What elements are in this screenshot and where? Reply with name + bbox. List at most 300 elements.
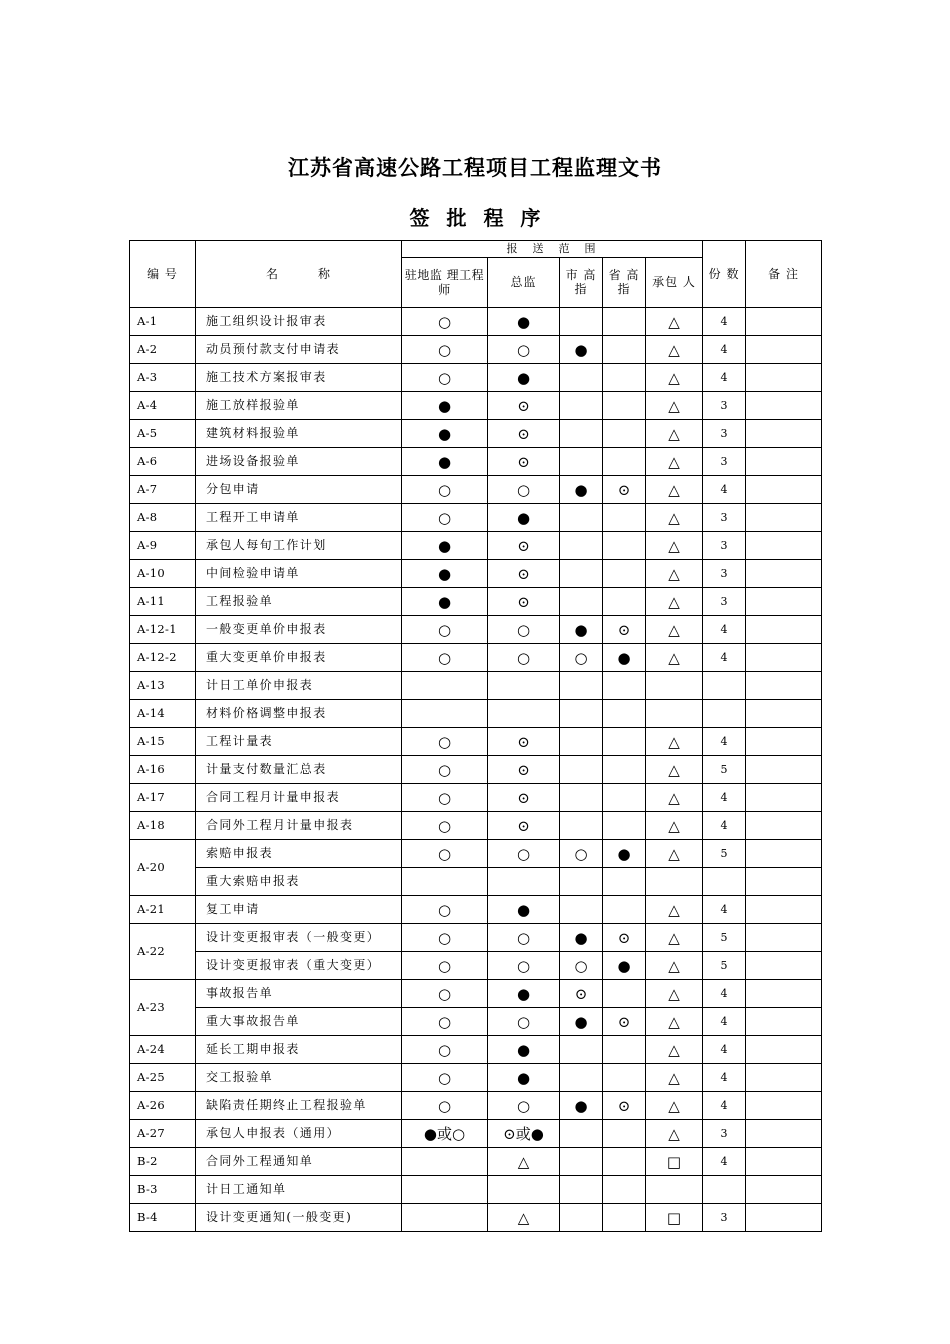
cell-code: A-25	[130, 1064, 196, 1092]
header-resident-engineer: 驻地监 理工程师	[402, 258, 488, 308]
header-scope: 报 送 范 围	[402, 241, 703, 258]
cell-contractor: △	[646, 784, 703, 812]
cell-remarks	[746, 364, 822, 392]
table-row	[130, 1148, 822, 1176]
cell-remarks	[746, 700, 822, 728]
cell-city	[560, 1176, 603, 1204]
cell-city	[560, 392, 603, 420]
cell-name: 重大事故报告单	[196, 1008, 402, 1036]
cell-engineer: ○	[402, 336, 488, 364]
cell-engineer: ○	[402, 756, 488, 784]
cell-engineer	[402, 868, 488, 896]
table-row	[130, 504, 822, 532]
cell-code: A-5	[130, 420, 196, 448]
table-row	[130, 672, 822, 700]
cell-chief: ●	[488, 1064, 560, 1092]
document-title: 江苏省高速公路工程项目工程监理文书	[288, 156, 662, 180]
cell-city	[560, 588, 603, 616]
cell-code: A-24	[130, 1036, 196, 1064]
cell-engineer: ○	[402, 980, 488, 1008]
cell-copies: 3	[703, 504, 746, 532]
cell-copies: 5	[703, 924, 746, 952]
cell-province	[603, 308, 646, 336]
cell-chief: ⊙	[488, 588, 560, 616]
cell-name: 计日工通知单	[196, 1176, 402, 1204]
cell-contractor: △	[646, 980, 703, 1008]
cell-remarks	[746, 1148, 822, 1176]
cell-province	[603, 728, 646, 756]
cell-city: ⊙	[560, 980, 603, 1008]
cell-name: 中间检验申请单	[196, 560, 402, 588]
cell-contractor: △	[646, 1036, 703, 1064]
cell-name: 施工放样报验单	[196, 392, 402, 420]
cell-chief: ⊙	[488, 728, 560, 756]
cell-chief: ●	[488, 980, 560, 1008]
cell-engineer: ●或○	[402, 1120, 488, 1148]
cell-chief: ○	[488, 616, 560, 644]
cell-city: ●	[560, 476, 603, 504]
cell-remarks	[746, 812, 822, 840]
header-code: 编 号	[130, 241, 196, 308]
cell-name: 设计变更报审表（重大变更）	[196, 952, 402, 980]
cell-province	[603, 756, 646, 784]
cell-name: 计量支付数量汇总表	[196, 756, 402, 784]
cell-code: A-22	[130, 924, 196, 980]
cell-chief: ⊙	[488, 784, 560, 812]
cell-province	[603, 1176, 646, 1204]
cell-city	[560, 532, 603, 560]
cell-province	[603, 1036, 646, 1064]
cell-city	[560, 728, 603, 756]
cell-contractor: △	[646, 1008, 703, 1036]
cell-engineer: ○	[402, 1036, 488, 1064]
cell-engineer: ○	[402, 364, 488, 392]
cell-chief: ○	[488, 476, 560, 504]
cell-engineer: ●	[402, 448, 488, 476]
cell-contractor	[646, 868, 703, 896]
table-row	[130, 1120, 822, 1148]
cell-contractor: △	[646, 924, 703, 952]
cell-remarks	[746, 756, 822, 784]
cell-name: 延长工期申报表	[196, 1036, 402, 1064]
cell-chief: ⊙	[488, 392, 560, 420]
cell-copies: 3	[703, 1120, 746, 1148]
cell-remarks	[746, 784, 822, 812]
cell-contractor: △	[646, 840, 703, 868]
cell-copies: 4	[703, 476, 746, 504]
cell-remarks	[746, 532, 822, 560]
cell-name: 工程开工申请单	[196, 504, 402, 532]
table-body	[130, 308, 822, 1232]
cell-chief: ○	[488, 336, 560, 364]
cell-city: ●	[560, 1092, 603, 1120]
cell-city	[560, 308, 603, 336]
cell-copies: 5	[703, 840, 746, 868]
cell-code: A-4	[130, 392, 196, 420]
cell-city	[560, 448, 603, 476]
cell-contractor: △	[646, 616, 703, 644]
cell-code: A-10	[130, 560, 196, 588]
cell-chief: ○	[488, 840, 560, 868]
cell-chief: ⊙	[488, 812, 560, 840]
cell-name: 建筑材料报验单	[196, 420, 402, 448]
cell-remarks	[746, 924, 822, 952]
cell-province	[603, 448, 646, 476]
cell-name: 分包申请	[196, 476, 402, 504]
cell-code: A-12-1	[130, 616, 196, 644]
header-copies: 份 数	[703, 241, 746, 308]
cell-copies: 4	[703, 896, 746, 924]
cell-province	[603, 392, 646, 420]
cell-engineer: ○	[402, 728, 488, 756]
cell-name: 交工报验单	[196, 1064, 402, 1092]
cell-name: 施工技术方案报审表	[196, 364, 402, 392]
table-row	[130, 420, 822, 448]
cell-name: 计日工单价申报表	[196, 672, 402, 700]
cell-engineer: ●	[402, 420, 488, 448]
cell-province: ●	[603, 952, 646, 980]
cell-name: 工程计量表	[196, 728, 402, 756]
cell-copies: 3	[703, 448, 746, 476]
cell-engineer: ○	[402, 952, 488, 980]
table-row	[130, 896, 822, 924]
cell-remarks	[746, 476, 822, 504]
cell-code: A-1	[130, 308, 196, 336]
cell-engineer: ○	[402, 476, 488, 504]
cell-code: A-3	[130, 364, 196, 392]
table-row	[130, 308, 822, 336]
cell-name: 施工组织设计报审表	[196, 308, 402, 336]
cell-province	[603, 868, 646, 896]
cell-city	[560, 420, 603, 448]
cell-province	[603, 1064, 646, 1092]
cell-remarks	[746, 392, 822, 420]
cell-copies: 4	[703, 1064, 746, 1092]
cell-chief: ●	[488, 504, 560, 532]
cell-engineer: ○	[402, 1008, 488, 1036]
cell-remarks	[746, 1092, 822, 1120]
cell-city	[560, 560, 603, 588]
cell-name: 工程报验单	[196, 588, 402, 616]
cell-engineer: ●	[402, 532, 488, 560]
cell-copies	[703, 672, 746, 700]
cell-province: ●	[603, 644, 646, 672]
cell-code: A-6	[130, 448, 196, 476]
cell-province: ⊙	[603, 476, 646, 504]
cell-copies: 4	[703, 336, 746, 364]
cell-remarks	[746, 420, 822, 448]
cell-copies: 5	[703, 756, 746, 784]
cell-province	[603, 896, 646, 924]
cell-copies: 4	[703, 644, 746, 672]
cell-province	[603, 588, 646, 616]
cell-engineer	[402, 700, 488, 728]
cell-contractor: □	[646, 1204, 703, 1232]
cell-province: ●	[603, 840, 646, 868]
cell-chief: ⊙	[488, 532, 560, 560]
cell-chief	[488, 868, 560, 896]
cell-city	[560, 1204, 603, 1232]
cell-code: A-2	[130, 336, 196, 364]
cell-engineer: ○	[402, 616, 488, 644]
table-row	[130, 364, 822, 392]
cell-code: B-4	[130, 1204, 196, 1232]
cell-chief: ○	[488, 924, 560, 952]
cell-remarks	[746, 980, 822, 1008]
table-row	[130, 476, 822, 504]
cell-chief: ⊙或●	[488, 1120, 560, 1148]
cell-remarks	[746, 336, 822, 364]
cell-contractor: △	[646, 644, 703, 672]
table-row	[130, 532, 822, 560]
cell-name: 索赔申报表	[196, 840, 402, 868]
table-row	[130, 1092, 822, 1120]
cell-contractor	[646, 700, 703, 728]
cell-code: A-21	[130, 896, 196, 924]
cell-name: 一般变更单价申报表	[196, 616, 402, 644]
cell-remarks	[746, 1120, 822, 1148]
cell-name: 设计变更通知(一般变更)	[196, 1204, 402, 1232]
cell-province	[603, 784, 646, 812]
table-row	[130, 952, 822, 980]
cell-contractor: △	[646, 532, 703, 560]
cell-chief: ○	[488, 1092, 560, 1120]
table-row	[130, 980, 822, 1008]
cell-name: 合同外工程通知单	[196, 1148, 402, 1176]
cell-copies: 3	[703, 588, 746, 616]
cell-contractor: △	[646, 336, 703, 364]
cell-city: ●	[560, 924, 603, 952]
cell-engineer: ○	[402, 812, 488, 840]
cell-copies: 4	[703, 616, 746, 644]
cell-copies: 4	[703, 728, 746, 756]
cell-copies: 5	[703, 952, 746, 980]
header-city-hq: 市 高 指	[560, 258, 603, 308]
header-name: 名 称	[196, 241, 402, 308]
cell-name: 复工申请	[196, 896, 402, 924]
cell-province	[603, 504, 646, 532]
cell-name: 材料价格调整申报表	[196, 700, 402, 728]
table-row	[130, 588, 822, 616]
table-row	[130, 840, 822, 868]
cell-name: 动员预付款支付申请表	[196, 336, 402, 364]
table-row	[130, 1008, 822, 1036]
cell-name: 进场设备报验单	[196, 448, 402, 476]
cell-copies: 4	[703, 812, 746, 840]
cell-contractor: △	[646, 1064, 703, 1092]
table-row	[130, 644, 822, 672]
cell-copies	[703, 1176, 746, 1204]
table-row	[130, 1036, 822, 1064]
cell-engineer: ●	[402, 560, 488, 588]
cell-city: ○	[560, 644, 603, 672]
cell-engineer	[402, 672, 488, 700]
cell-remarks	[746, 448, 822, 476]
cell-engineer: ○	[402, 924, 488, 952]
cell-province	[603, 1148, 646, 1176]
cell-chief: ●	[488, 364, 560, 392]
cell-city	[560, 812, 603, 840]
cell-name: 承包人申报表（通用）	[196, 1120, 402, 1148]
cell-code: A-14	[130, 700, 196, 728]
cell-engineer: ○	[402, 840, 488, 868]
cell-chief	[488, 1176, 560, 1204]
cell-city	[560, 364, 603, 392]
cell-name: 重大索赔申报表	[196, 868, 402, 896]
cell-chief: ○	[488, 1008, 560, 1036]
document-subtitle: 签 批 程 序	[409, 206, 541, 230]
cell-code: A-17	[130, 784, 196, 812]
cell-copies: 3	[703, 532, 746, 560]
cell-city: ●	[560, 1008, 603, 1036]
cell-chief: ⊙	[488, 756, 560, 784]
cell-province: ⊙	[603, 1008, 646, 1036]
cell-province: ⊙	[603, 1092, 646, 1120]
cell-code: B-2	[130, 1148, 196, 1176]
cell-contractor: △	[646, 308, 703, 336]
cell-province	[603, 672, 646, 700]
table-row	[130, 784, 822, 812]
cell-code: A-27	[130, 1120, 196, 1148]
cell-province	[603, 560, 646, 588]
cell-province	[603, 336, 646, 364]
cell-copies: 4	[703, 980, 746, 1008]
cell-chief: △	[488, 1204, 560, 1232]
cell-remarks	[746, 1204, 822, 1232]
table-row	[130, 448, 822, 476]
cell-remarks	[746, 728, 822, 756]
cell-contractor	[646, 1176, 703, 1204]
cell-province	[603, 980, 646, 1008]
cell-code: A-15	[130, 728, 196, 756]
cell-name: 设计变更报审表（一般变更）	[196, 924, 402, 952]
cell-engineer	[402, 1148, 488, 1176]
cell-remarks	[746, 672, 822, 700]
cell-code: A-9	[130, 532, 196, 560]
table-row	[130, 728, 822, 756]
table-row	[130, 616, 822, 644]
cell-code: A-16	[130, 756, 196, 784]
cell-contractor: △	[646, 812, 703, 840]
cell-province	[603, 1120, 646, 1148]
cell-remarks	[746, 644, 822, 672]
cell-name: 承包人每旬工作计划	[196, 532, 402, 560]
cell-engineer: ○	[402, 1064, 488, 1092]
cell-engineer: ○	[402, 644, 488, 672]
cell-city	[560, 868, 603, 896]
cell-copies: 4	[703, 1148, 746, 1176]
table-row	[130, 924, 822, 952]
cell-chief	[488, 700, 560, 728]
cell-code: A-26	[130, 1092, 196, 1120]
cell-city: ●	[560, 616, 603, 644]
cell-name: 事故报告单	[196, 980, 402, 1008]
cell-province	[603, 420, 646, 448]
cell-chief: ●	[488, 896, 560, 924]
cell-code: B-3	[130, 1176, 196, 1204]
header-contractor: 承包 人	[646, 258, 703, 308]
cell-code: A-23	[130, 980, 196, 1036]
cell-chief: ●	[488, 1036, 560, 1064]
cell-name: 缺陷责任期终止工程报验单	[196, 1092, 402, 1120]
cell-copies: 4	[703, 1092, 746, 1120]
cell-remarks	[746, 308, 822, 336]
cell-contractor: △	[646, 756, 703, 784]
cell-chief: ⊙	[488, 448, 560, 476]
cell-remarks	[746, 1176, 822, 1204]
cell-contractor: △	[646, 364, 703, 392]
table-row	[130, 1064, 822, 1092]
cell-remarks	[746, 1008, 822, 1036]
cell-contractor	[646, 672, 703, 700]
cell-province	[603, 700, 646, 728]
cell-copies: 3	[703, 392, 746, 420]
cell-city	[560, 504, 603, 532]
cell-remarks	[746, 560, 822, 588]
cell-engineer: ○	[402, 1092, 488, 1120]
cell-engineer: ●	[402, 588, 488, 616]
cell-remarks	[746, 588, 822, 616]
cell-code: A-18	[130, 812, 196, 840]
table-row	[130, 392, 822, 420]
cell-code: A-7	[130, 476, 196, 504]
cell-copies: 4	[703, 784, 746, 812]
cell-code: A-20	[130, 840, 196, 896]
cell-contractor: △	[646, 1092, 703, 1120]
cell-contractor: △	[646, 448, 703, 476]
cell-contractor: △	[646, 728, 703, 756]
cell-remarks	[746, 504, 822, 532]
approval-table	[129, 240, 822, 1232]
cell-city	[560, 1148, 603, 1176]
header-remarks: 备 注	[746, 241, 822, 308]
cell-code: A-13	[130, 672, 196, 700]
table-row	[130, 756, 822, 784]
cell-province	[603, 364, 646, 392]
table-row	[130, 1204, 822, 1232]
cell-chief: ●	[488, 308, 560, 336]
cell-remarks	[746, 1036, 822, 1064]
cell-city	[560, 756, 603, 784]
table-row	[130, 1176, 822, 1204]
cell-city	[560, 1120, 603, 1148]
cell-chief: ○	[488, 644, 560, 672]
cell-code: A-8	[130, 504, 196, 532]
cell-engineer: ●	[402, 392, 488, 420]
table-row	[130, 812, 822, 840]
cell-copies: 3	[703, 420, 746, 448]
cell-contractor: △	[646, 1120, 703, 1148]
cell-contractor: △	[646, 476, 703, 504]
cell-province: ⊙	[603, 616, 646, 644]
cell-city	[560, 784, 603, 812]
cell-copies: 4	[703, 308, 746, 336]
cell-engineer	[402, 1204, 488, 1232]
cell-city	[560, 700, 603, 728]
cell-remarks	[746, 616, 822, 644]
cell-remarks	[746, 1064, 822, 1092]
cell-remarks	[746, 868, 822, 896]
table-row	[130, 560, 822, 588]
cell-remarks	[746, 952, 822, 980]
cell-city: ○	[560, 952, 603, 980]
cell-engineer: ○	[402, 784, 488, 812]
cell-contractor: □	[646, 1148, 703, 1176]
cell-city	[560, 672, 603, 700]
cell-copies: 4	[703, 1008, 746, 1036]
header-chief-supervisor: 总监	[488, 258, 560, 308]
cell-chief: ⊙	[488, 560, 560, 588]
